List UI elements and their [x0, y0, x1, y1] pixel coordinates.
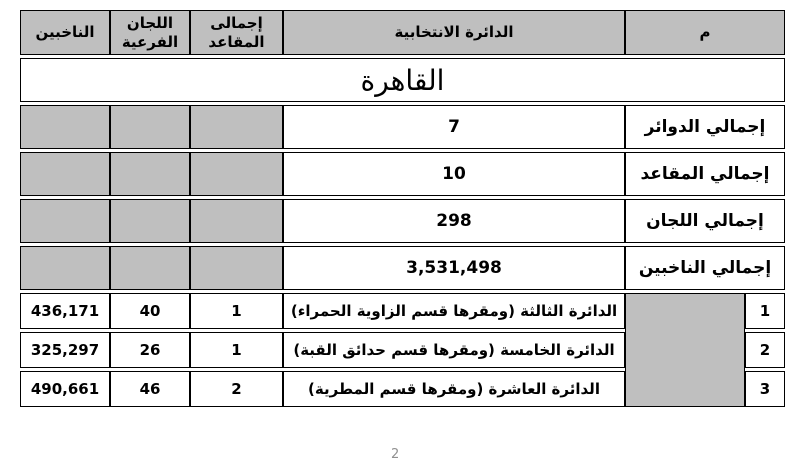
- governorate-cell: القاهرة: [20, 58, 785, 102]
- shaded-cell: [20, 105, 110, 149]
- shaded-cell: [190, 246, 283, 290]
- header-cell-serial: م: [625, 10, 785, 55]
- district-serial: 3: [745, 371, 785, 407]
- document-sheet: [20, 7, 785, 410]
- shaded-cell: [110, 246, 190, 290]
- district-seats: 1: [190, 293, 283, 329]
- summary-value: 10: [283, 152, 625, 196]
- shaded-merged-cell: [625, 293, 745, 407]
- header-cell-district: الدائرة الانتخابية: [283, 10, 625, 55]
- summary-row-total-districts: [20, 105, 785, 149]
- header-row: [20, 10, 785, 55]
- electoral-districts-table: [20, 7, 785, 410]
- district-name: الدائرة الخامسة (ومقرها قسم حدائق القبة): [283, 332, 625, 368]
- summary-label: إجمالي المقاعد: [625, 152, 785, 196]
- header-cell-voters: الناخبين: [20, 10, 110, 55]
- summary-row-total-voters: [20, 246, 785, 290]
- shaded-cell: [190, 152, 283, 196]
- shaded-cell: [20, 246, 110, 290]
- page-number: 2: [391, 447, 400, 462]
- shaded-cell: [20, 199, 110, 243]
- shaded-cell: [110, 152, 190, 196]
- summary-label: إجمالي الناخبين: [625, 246, 785, 290]
- district-voters: 325,297: [20, 332, 110, 368]
- district-seats: 1: [190, 332, 283, 368]
- district-committees: 26: [110, 332, 190, 368]
- district-name: الدائرة العاشرة (ومقرها قسم المطرية): [283, 371, 625, 407]
- summary-label: إجمالي الدوائر: [625, 105, 785, 149]
- header-cell-committees: اللجان الفرعية: [110, 10, 190, 55]
- district-voters: 436,171: [20, 293, 110, 329]
- district-committees: 46: [110, 371, 190, 407]
- summary-row-total-committees: [20, 199, 785, 243]
- district-serial: 2: [745, 332, 785, 368]
- header-cell-seats: إجمالى المقاعد: [190, 10, 283, 55]
- shaded-cell: [20, 152, 110, 196]
- district-voters: 490,661: [20, 371, 110, 407]
- district-seats: 2: [190, 371, 283, 407]
- shaded-cell: [190, 199, 283, 243]
- governorate-row: [20, 58, 785, 102]
- district-name: الدائرة الثالثة (ومقرها قسم الزاوية الحمراء): [283, 293, 625, 329]
- summary-value: 3,531,498: [283, 246, 625, 290]
- summary-row-total-seats: [20, 152, 785, 196]
- summary-label: إجمالي اللجان: [625, 199, 785, 243]
- shaded-cell: [110, 105, 190, 149]
- district-committees: 40: [110, 293, 190, 329]
- shaded-cell: [190, 105, 283, 149]
- district-serial: 1: [745, 293, 785, 329]
- shaded-cell: [110, 199, 190, 243]
- summary-value: 7: [283, 105, 625, 149]
- summary-value: 298: [283, 199, 625, 243]
- district-row: [20, 293, 785, 329]
